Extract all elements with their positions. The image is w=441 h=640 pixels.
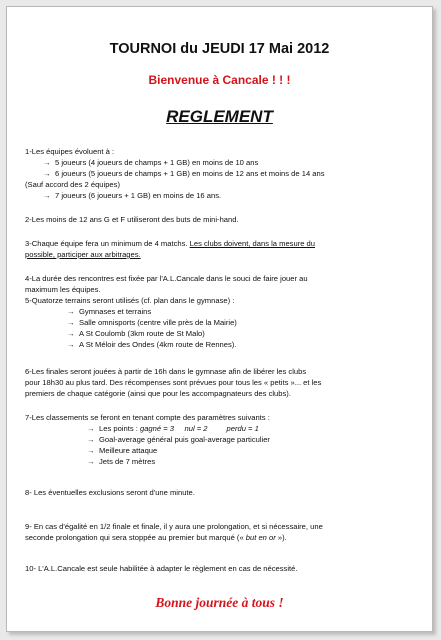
arrow-icon: → xyxy=(43,158,51,167)
welcome-subtitle: Bienvenue à Cancale ! ! ! xyxy=(148,73,291,87)
arrow-icon: → xyxy=(87,457,95,466)
rule-7-item: → Goal-average général puis goal-average particulier xyxy=(87,435,270,444)
rule-5-intro: 5-Quatorze terrains seront utilisés (cf. plan dans le gymnase) : xyxy=(25,296,235,305)
arrow-icon: → xyxy=(87,446,95,455)
rule-5-item: → Salle omnisports (centre ville près de la Mairie) xyxy=(67,318,237,327)
document-page xyxy=(6,6,433,632)
rule-3-line-2: possible, participer aux arbitrages. xyxy=(25,250,141,259)
rule-10: 10- L'A.L.Cancale est seule habilitée à adapter le règlement en cas de nécessité. xyxy=(25,564,298,573)
rule-7-item: → Jets de 7 mètres xyxy=(87,457,156,466)
rule-9-line-1: 9- En cas d'égalité en 1/2 finale et finale, il y aura une prolongation, et si nécessaire, une xyxy=(25,522,323,531)
arrow-icon: → xyxy=(43,191,51,200)
arrow-icon: → xyxy=(43,169,51,178)
rule-8: 8- Les éventuelles exclusions seront d'une minute. xyxy=(25,488,195,497)
rule-7-item: → Les points : gagné = 3 nul = 2 perdu = 1 xyxy=(87,424,259,433)
rule-5-item: → Gymnases et terrains xyxy=(67,307,152,316)
arrow-icon: → xyxy=(67,340,75,349)
closing-message: Bonne journée à tous ! xyxy=(155,595,284,610)
rule-5-item: → A St Coulomb (3km route de St Malo) xyxy=(67,329,205,338)
rule-2: 2-Les moins de 12 ans G et F utiliseront des buts de mini-hand. xyxy=(25,215,239,224)
rule-7-item: → Meilleure attaque xyxy=(87,446,158,455)
rule-5-item: → A St Méloir des Ondes (4km route de Rennes). xyxy=(67,340,237,349)
rule-4-line-1: 4-La durée des rencontres est fixée par l'A.L.Cancale dans le souci de faire jouer au xyxy=(25,274,308,283)
rule-9-line-2: seconde prolongation qui sera stoppée au premier but marqué (« but en or »). xyxy=(25,533,287,542)
rule-3-line-1: 3-Chaque équipe fera un minimum de 4 matchs. Les clubs doivent, dans la mesure du xyxy=(25,239,315,248)
rule-6-line-1: 6-Les finales seront jouées à partir de 16h dans le gymnase afin de libérer les clubs xyxy=(25,367,307,376)
rule-1-item: → 6 joueurs (5 joueurs de champs + 1 GB) en moins de 12 ans et moins de 14 ans xyxy=(43,169,325,178)
rule-7-intro: 7-Les classements se feront en tenant compte des paramètres suivants : xyxy=(25,413,270,422)
rule-1-note: (Sauf accord des 2 équipes) xyxy=(25,180,120,189)
rule-1-intro: 1-Les équipes évoluent à : xyxy=(25,147,115,156)
arrow-icon: → xyxy=(87,424,95,433)
rule-1-item: → 7 joueurs (6 joueurs + 1 GB) en moins de 16 ans. xyxy=(43,191,222,200)
rule-1-item: → 5 joueurs (4 joueurs de champs + 1 GB) en moins de 10 ans xyxy=(43,158,259,167)
rule-6-line-2: pour 18h30 au plus tard. Des récompenses sont prévues pour tous les « petits »... et les xyxy=(25,378,322,387)
rule-4-line-2: maximum les équipes. xyxy=(25,285,101,294)
document-title: TOURNOI du JEUDI 17 Mai 2012 xyxy=(109,41,330,57)
rules-heading: REGLEMENT xyxy=(166,107,273,126)
arrow-icon: → xyxy=(67,318,75,327)
arrow-icon: → xyxy=(67,307,75,316)
arrow-icon: → xyxy=(87,435,95,444)
rule-6-line-3: premiers de chaque catégorie (ainsi que pour les accompagnateurs des clubs). xyxy=(25,389,291,398)
arrow-icon: → xyxy=(67,329,75,338)
